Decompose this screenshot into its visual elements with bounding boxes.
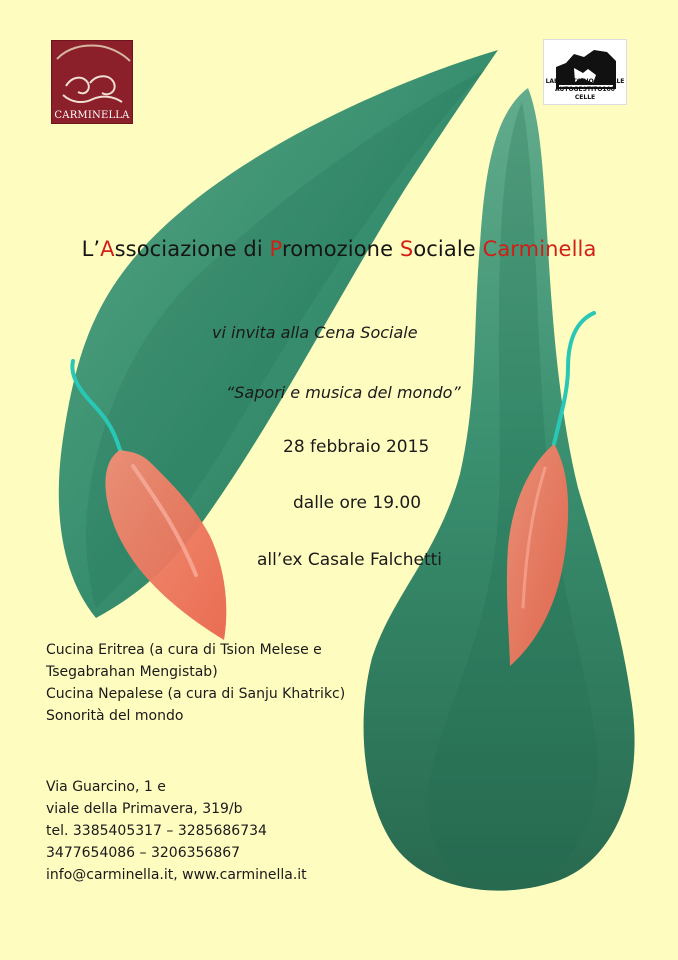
carminella-logo-text: CARMINELLA	[54, 110, 130, 121]
event-theme: “Sapori e musica del mondo”	[226, 383, 461, 402]
program-line-4: Sonorità del mondo	[46, 708, 184, 724]
address-line-2: viale della Primavera, 319/b	[46, 801, 243, 817]
address-line-1: Via Guarcino, 1 e	[46, 779, 166, 795]
event-time: dalle ore 19.00	[293, 493, 422, 513]
association-title: L’Associazione di Promozione Sociale Carminella	[81, 237, 597, 261]
program-line-3: Cucina Nepalese (a cura di Sanju Khatrikc)	[46, 686, 346, 702]
chili-stem-right	[554, 313, 594, 444]
invite-line: vi invita alla Cena Sociale	[212, 323, 418, 342]
phone-line-1: tel. 3385405317 – 3285686734	[46, 823, 267, 839]
program-line-2: Tsegabrahan Mengistab)	[46, 664, 218, 680]
laboratorio-sociale-logo-text: LABORATORIO SOCIALE AUTOGESTITO100 CELLE	[545, 78, 625, 101]
program-line-1: Cucina Eritrea (a cura di Tsion Melese e	[46, 642, 322, 658]
laboratorio-sociale-logo	[543, 39, 627, 105]
phone-line-2: 3477654086 – 3206356867	[46, 845, 241, 861]
web-line: info@carminella.it, www.carminella.it	[46, 867, 307, 883]
contact-details	[46, 776, 307, 886]
event-date: 28 febbraio 2015	[283, 437, 430, 457]
program-list	[46, 639, 345, 727]
event-venue: all’ex Casale Falchetti	[257, 550, 443, 570]
carminella-logo	[51, 40, 133, 124]
